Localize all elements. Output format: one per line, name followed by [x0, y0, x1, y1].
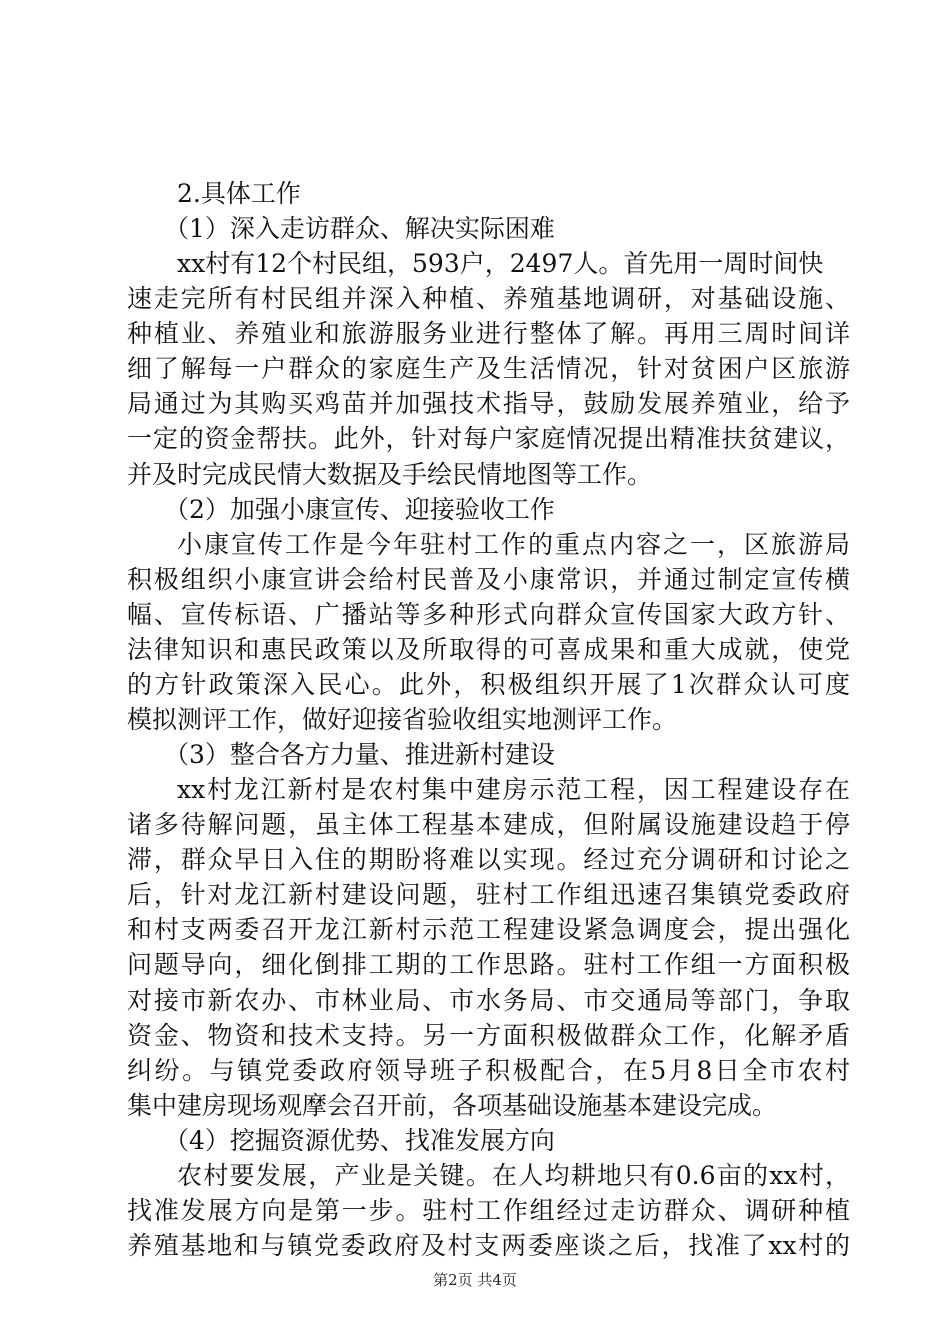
paragraph-line: 速走完所有村民组并深入种植、养殖基地调研，对基础设施、 [127, 284, 850, 313]
paragraph-line: xx村有12个村民组，593户，2497人。首先用一周时间快 [177, 249, 824, 278]
subsection-heading: （3）整合各方力量、推进新村建设 [164, 740, 555, 769]
paragraph-line: 一定的资金帮扶。此外，针对每户家庭情况提出精准扶贫建议， [127, 424, 850, 453]
paragraph-line: 诸多待解问题，虽主体工程基本建成，但附属设施建设趋于停 [127, 810, 850, 839]
paragraph-line: 滞，群众早日入住的期盼将难以实现。经过充分调研和讨论之 [127, 845, 850, 874]
paragraph-line: 找准发展方向是第一步。驻村工作组经过走访群众、调研种植 [127, 1196, 850, 1225]
subsection-heading: （2）加强小康宣传、迎接验收工作 [164, 495, 555, 524]
subsection-heading: （1）深入走访群众、解决实际困难 [164, 214, 555, 243]
paragraph-line: 积极组织小康宣讲会给村民普及小康常识，并通过制定宣传横 [127, 565, 850, 594]
paragraph-line: 纠纷。与镇党委政府领导班子积极配合，在5月8日全市农村 [127, 1056, 850, 1085]
paragraph-line: 问题导向，细化倒排工期的工作思路。驻村工作组一方面积极 [127, 950, 850, 979]
paragraph-line: 和村支两委召开龙江新村示范工程建设紧急调度会，提出强化 [127, 915, 850, 944]
paragraph-line: 农村要发展，产业是关键。在人均耕地只有0.6亩的xx村， [177, 1161, 850, 1190]
paragraph-line: 局通过为其购买鸡苗并加强技术指导，鼓励发展养殖业，给予 [127, 389, 850, 418]
paragraph-line: 小康宣传工作是今年驻村工作的重点内容之一，区旅游局 [177, 530, 850, 559]
paragraph-line: 的方针政策深入民心。此外，积极组织开展了1次群众认可度 [127, 670, 850, 699]
paragraph-line: 模拟测评工作，做好迎接省验收组实地测评工作。 [127, 705, 678, 734]
paragraph-line: 法律知识和惠民政策以及所取得的可喜成果和重大成就，使党 [127, 635, 850, 664]
paragraph-line: 集中建房现场观摩会召开前，各项基础设施基本建设完成。 [127, 1091, 778, 1120]
paragraph-line: 资金、物资和技术支持。另一方面积极做群众工作，化解矛盾 [127, 1021, 850, 1050]
section-title: 2.具体工作 [177, 179, 301, 208]
paragraph-line: 种植业、养殖业和旅游服务业进行整体了解。再用三周时间详 [127, 319, 850, 348]
paragraph-line: 并及时完成民情大数据及手绘民情地图等工作。 [127, 460, 653, 489]
subsection-heading: （4）挖掘资源优势、找准发展方向 [164, 1126, 555, 1155]
paragraph-line: 细了解每一户群众的家庭生产及生活情况，针对贫困户区旅游 [127, 354, 850, 383]
paragraph-line: xx村龙江新村是农村集中建房示范工程，因工程建设存在 [177, 775, 850, 804]
paragraph-line: 对接市新农办、市林业局、市水务局、市交通局等部门，争取 [127, 986, 850, 1015]
paragraph-line: 后，针对龙江新村建设问题，驻村工作组迅速召集镇党委政府 [127, 880, 850, 909]
page-footer: 第2页 共4页 [433, 1271, 517, 1289]
paragraph-line: 幅、宣传标语、广播站等多种形式向群众宣传国家大政方针、 [127, 600, 850, 629]
paragraph-line: 养殖基地和与镇党委政府及村支两委座谈之后，找准了xx村的 [127, 1231, 850, 1260]
